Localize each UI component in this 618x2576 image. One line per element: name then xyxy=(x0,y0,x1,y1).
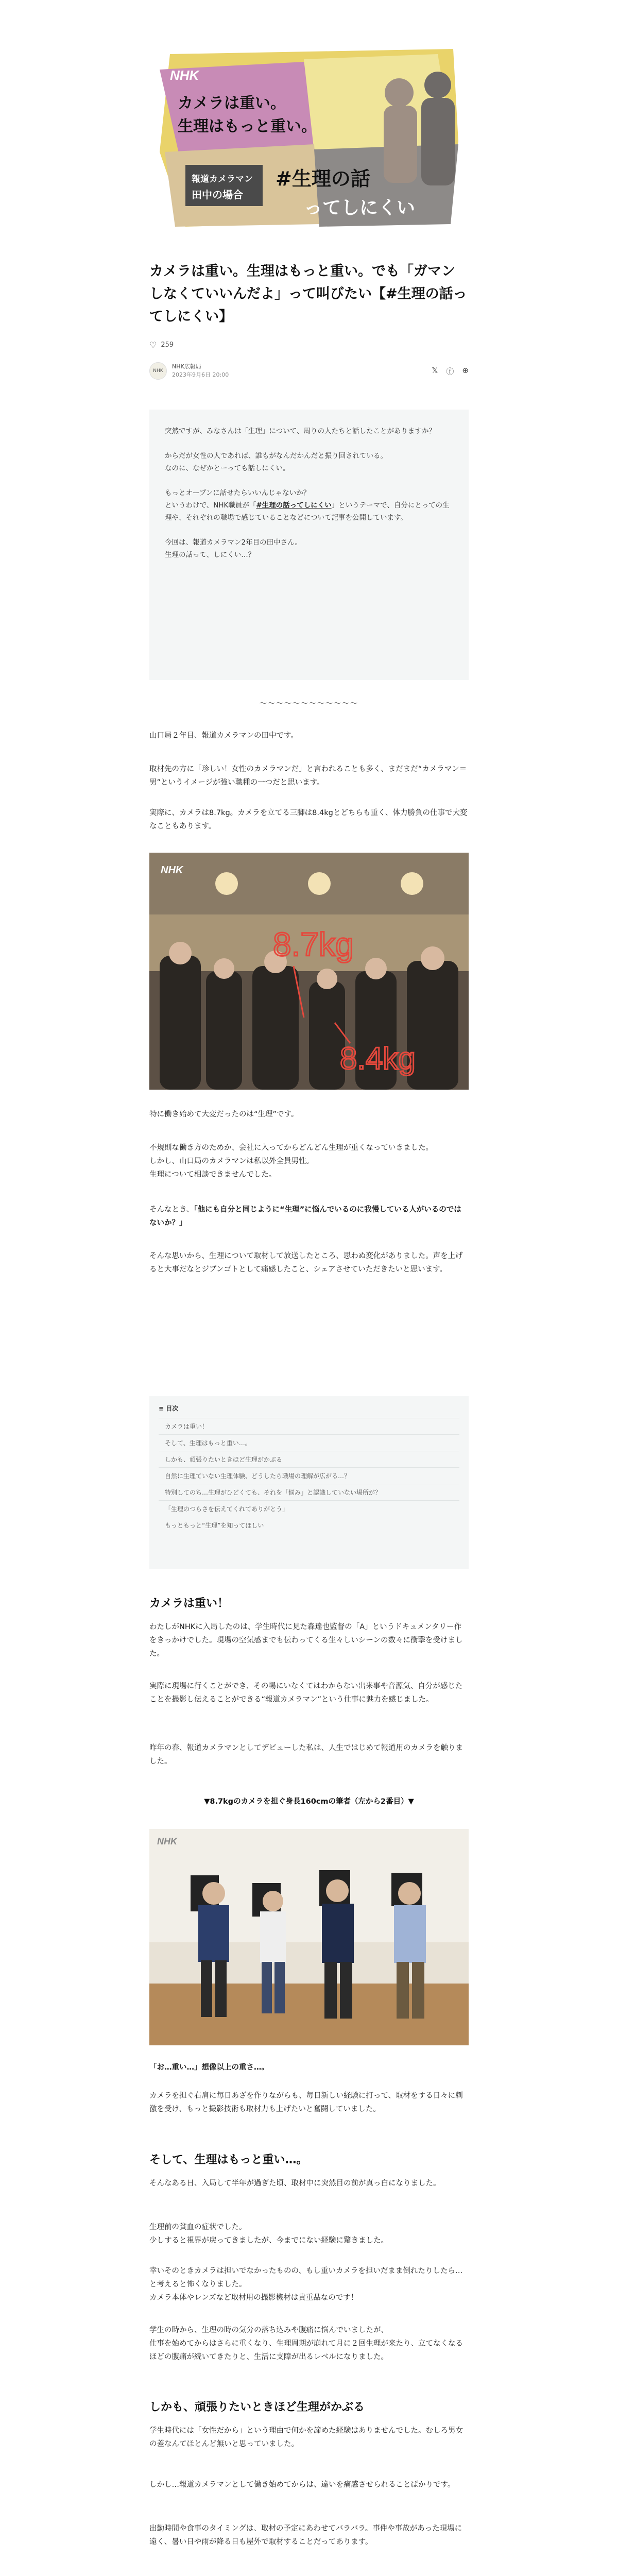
photo-camera-crew xyxy=(149,1829,469,2045)
body-p1: 山口局２年目、報道カメラマンの田中です。 xyxy=(149,732,298,740)
intro-p2a: からだが女性の人であれば、誰もがなんだかんだと振り回されている。 xyxy=(165,452,387,460)
intro-box xyxy=(149,410,469,680)
sec2-p4b: 仕事を始めてからはさらに重くなり、生理周期が崩れて月に２回生理が来たり、立てなくなるほどの腹痛が続いてきたりと、生活に支障が出るレベルになりました。 xyxy=(149,2340,463,2361)
body-p5 xyxy=(149,1141,469,1181)
heart-icon[interactable]: ♡ xyxy=(149,340,157,350)
sec1-p2: 実際に現場に行くことができ、その場にいなくてはわからない出来事や音源気、自分が感じたことを撮影し伝えることができる“報道カメラマン”という仕事に魅力を感じました。 xyxy=(149,1682,463,1704)
sec1-p4: 「お…重い…」想像以上の重さ…。 xyxy=(149,2063,269,2072)
handwritten-note-2: 8.4kg xyxy=(340,1041,416,1076)
x-share-icon[interactable]: 𝕏 xyxy=(432,365,438,375)
intro-p3b-post: 」というテーマで、自分にとっての生理や、それぞれの職場で感じていることなどについて記事を公開しています。 xyxy=(165,501,450,522)
sec2-p2b: 少しすると視界が戻ってきましたが、今までにない経験に驚きました。 xyxy=(149,2236,388,2245)
section-heading-3: しかも、頑張りたいときほど生理がかぶる xyxy=(149,2401,365,2414)
body-p6a: そんなとき、 xyxy=(149,1206,194,1214)
sec2-p2a: 生理前の貧血の症状でした。 xyxy=(149,2223,247,2231)
sec3-p1: 学生時代には「女性だから」という理由で何かを諦めた経験はありませんでした。むしろ男女の差なんてほとんど無いと思っていました。 xyxy=(149,2427,463,2448)
hero-banner xyxy=(149,49,469,232)
toc-item-5[interactable]: 特別してのち…生理がひどくても、それを「悩み」と認識していない場所が？ xyxy=(159,1484,459,1500)
hero-box2: 田中の場合 xyxy=(192,189,243,201)
sec2-p2 xyxy=(149,2221,469,2247)
section-heading-2: そして、生理はもっと重い…。 xyxy=(149,2154,308,2166)
share-buttons xyxy=(432,366,469,377)
svg-text:NHK: NHK xyxy=(161,865,183,876)
more-share-icon[interactable]: ⊕ xyxy=(462,365,469,375)
toc-heading: 目次 xyxy=(166,1405,179,1412)
toc-item-3[interactable]: しかも、頑張りたいときほど生理がかぶる xyxy=(159,1451,459,1467)
author-name[interactable]: NHK広報局 xyxy=(172,363,201,370)
list-icon: ≡ xyxy=(159,1405,166,1412)
sec2-p3a: 幸いそのときカメラは担いでなかったものの、もし重いカメラを担いだまま倒れたりしたら…と考えると怖くなりました。 xyxy=(149,2267,463,2289)
handwritten-note-1: 8.7kg xyxy=(273,926,354,963)
sec2-p1: そんなある日、入局して半年が過ぎた頃、取材中に突然目の前が真っ白になりました。 xyxy=(149,2179,441,2188)
intro-p4a: 今回は、報道カメラマン2年目の田中さん。 xyxy=(165,538,302,547)
publish-date: 2023年9月6日 20:00 xyxy=(172,371,229,378)
intro-p3a: もっとオープンに話せたらいいんじゃないか？ xyxy=(165,489,311,497)
facebook-share-icon[interactable]: ⓕ xyxy=(446,366,454,376)
intro-p2 xyxy=(165,450,453,474)
intro-p4b: 生理の話って、しにくい…？ xyxy=(165,551,255,559)
intro-p1: 突然ですが、みなさんは「生理」について、周りの人たちと話したことがありますか？ xyxy=(165,427,436,435)
body-p2: 取材先の方に「珍しい！女性のカメラマンだ」と言われることも多く、まだまだ“カメラマン＝男”というイメージが強い職種の一つだと思います。 xyxy=(149,765,467,787)
body-p5a: 不規則な働き方のためか、会社に入ってからどんどん生理が重くなっていきました。 xyxy=(149,1144,433,1152)
like-count: 259 xyxy=(161,341,174,349)
toc-item-1[interactable]: カメラは重い！ xyxy=(159,1418,459,1434)
sec1-p1: わたしがNHKに入局したのは、学生時代に見た森達也監督の「A」というドキュメンタリー作をきっかけでした。現場の空気感までも伝わってくる生々しいシーンの数々に衝撃を受けました。 xyxy=(149,1623,463,1658)
body-p5c: 生理について相談できませんでした。 xyxy=(149,1171,277,1179)
hero-tag1: #生理の話 xyxy=(276,167,370,190)
toc-item-2[interactable]: そして、生理はもっと重い…。 xyxy=(159,1434,459,1451)
section-divider: 〜〜〜〜〜〜〜〜〜〜〜〜 xyxy=(260,700,358,708)
sec1-p5: カメラを担ぐ右肩に毎日あざを作りながらも、毎日新しい経験に打って、取材をする日々に刺激を受け、もっと撮影技術も取材力も上げたいと奮闘していました。 xyxy=(149,2092,463,2113)
body-p7: そんな思いから、生理について取材して放送したところ、思わぬ変化がありました。声を上げると大事だなとジブンゴトとして痛感したこと、シェアさせていただきたいと思います。 xyxy=(149,1252,463,1274)
section-heading-1: カメラは重い！ xyxy=(149,1597,229,1610)
toc-item-4[interactable]: 自然に生理ていない生理体験、どうしたら職場の理解が広がる…？ xyxy=(159,1467,459,1484)
toc-item-6[interactable]: 「生理のつらさを伝えてくれてありがとう」 xyxy=(159,1500,459,1517)
avatar-text: NHK xyxy=(153,368,163,374)
like-row[interactable] xyxy=(149,340,174,350)
toc-item-7[interactable]: もっともっと“生理”を知ってほしい xyxy=(159,1517,459,1533)
intro-p4 xyxy=(165,536,453,561)
article-title: カメラは重い。生理はもっと重い。でも「ガマンしなくていいんだよ」って叫びたい【#生理の話ってしにくい】 xyxy=(149,263,467,325)
body-p5b: しかし、山口局のカメラマンは私以外全員男性。 xyxy=(149,1157,314,1165)
hero-line1: カメラは重い。 xyxy=(178,94,286,112)
sec3-p2: しかし…報道カメラマンとして働き始めてからは、違いを痛感させられることばかりです。 xyxy=(149,2481,455,2489)
sec1-caption: ▼8.7kgのカメラを担ぐ身長160cmの筆者（左から2番目）▼ xyxy=(204,1798,414,1806)
sec2-p4a: 学生の時から、生理の時の気分の落ち込みや腹痛に悩んでいましたが、 xyxy=(149,2326,388,2334)
sec2-p4 xyxy=(149,2324,469,2364)
hero-logo: NHK xyxy=(170,67,199,83)
hashtag-link[interactable]: #生理の話ってしにくい xyxy=(256,501,332,510)
svg-text:NHK: NHK xyxy=(157,1836,177,1846)
intro-p3b-pre: というわけで、NHK職員が「 xyxy=(165,501,256,510)
photo-press-room-img xyxy=(149,853,469,1090)
hero-illustration xyxy=(149,49,469,232)
sec2-p3 xyxy=(149,2264,469,2304)
silhouette-right xyxy=(421,72,455,185)
table-of-contents xyxy=(149,1396,469,1569)
body-p6b: 「他にも自分と同じように“生理”に悩んでいるのに我慢している人がいるのではないか？」 xyxy=(149,1206,461,1227)
hero-box1: 報道カメラマン xyxy=(192,174,253,184)
silhouette-left xyxy=(384,78,417,183)
intro-p2b: なのに、なぜかとーっても話しにくい。 xyxy=(165,464,290,472)
intro-p3 xyxy=(165,487,453,524)
hero-line2: 生理はもっと重い。 xyxy=(178,117,317,135)
sec1-p3: 昨年の春、報道カメラマンとしてデビューした私は、人生ではじめて報道用のカメラを触りました。 xyxy=(149,1744,463,1766)
person-3 xyxy=(319,1870,354,2019)
author-row xyxy=(149,361,469,381)
sec3-p3: 出勤時間や食事のタイミングは、取材の予定にあわせてバラバラ。事件や事故があった現場に遠く、暑い日や雨が降る日も屋外で取材することだってあります。 xyxy=(149,2524,462,2546)
person-4 xyxy=(391,1873,426,2019)
body-p4: 特に働き始めて大変だったのは“生理”です。 xyxy=(149,1110,299,1118)
hero-tag2: ってしにくい xyxy=(304,197,416,218)
body-p6 xyxy=(149,1203,469,1230)
photo-camera-crew-img xyxy=(149,1829,469,2045)
avatar[interactable] xyxy=(149,362,167,380)
body-p3: 実際に、カメラは8.7kg。カメラを立てる三脚は8.4kgとどちらも重く、体力勝負の仕事で大変なこともあります。 xyxy=(149,809,468,831)
sec2-p3b: カメラ本体やレンズなど取材用の撮影機材は貴重品なのです！ xyxy=(149,2294,358,2302)
photo-press-room xyxy=(149,853,469,1090)
